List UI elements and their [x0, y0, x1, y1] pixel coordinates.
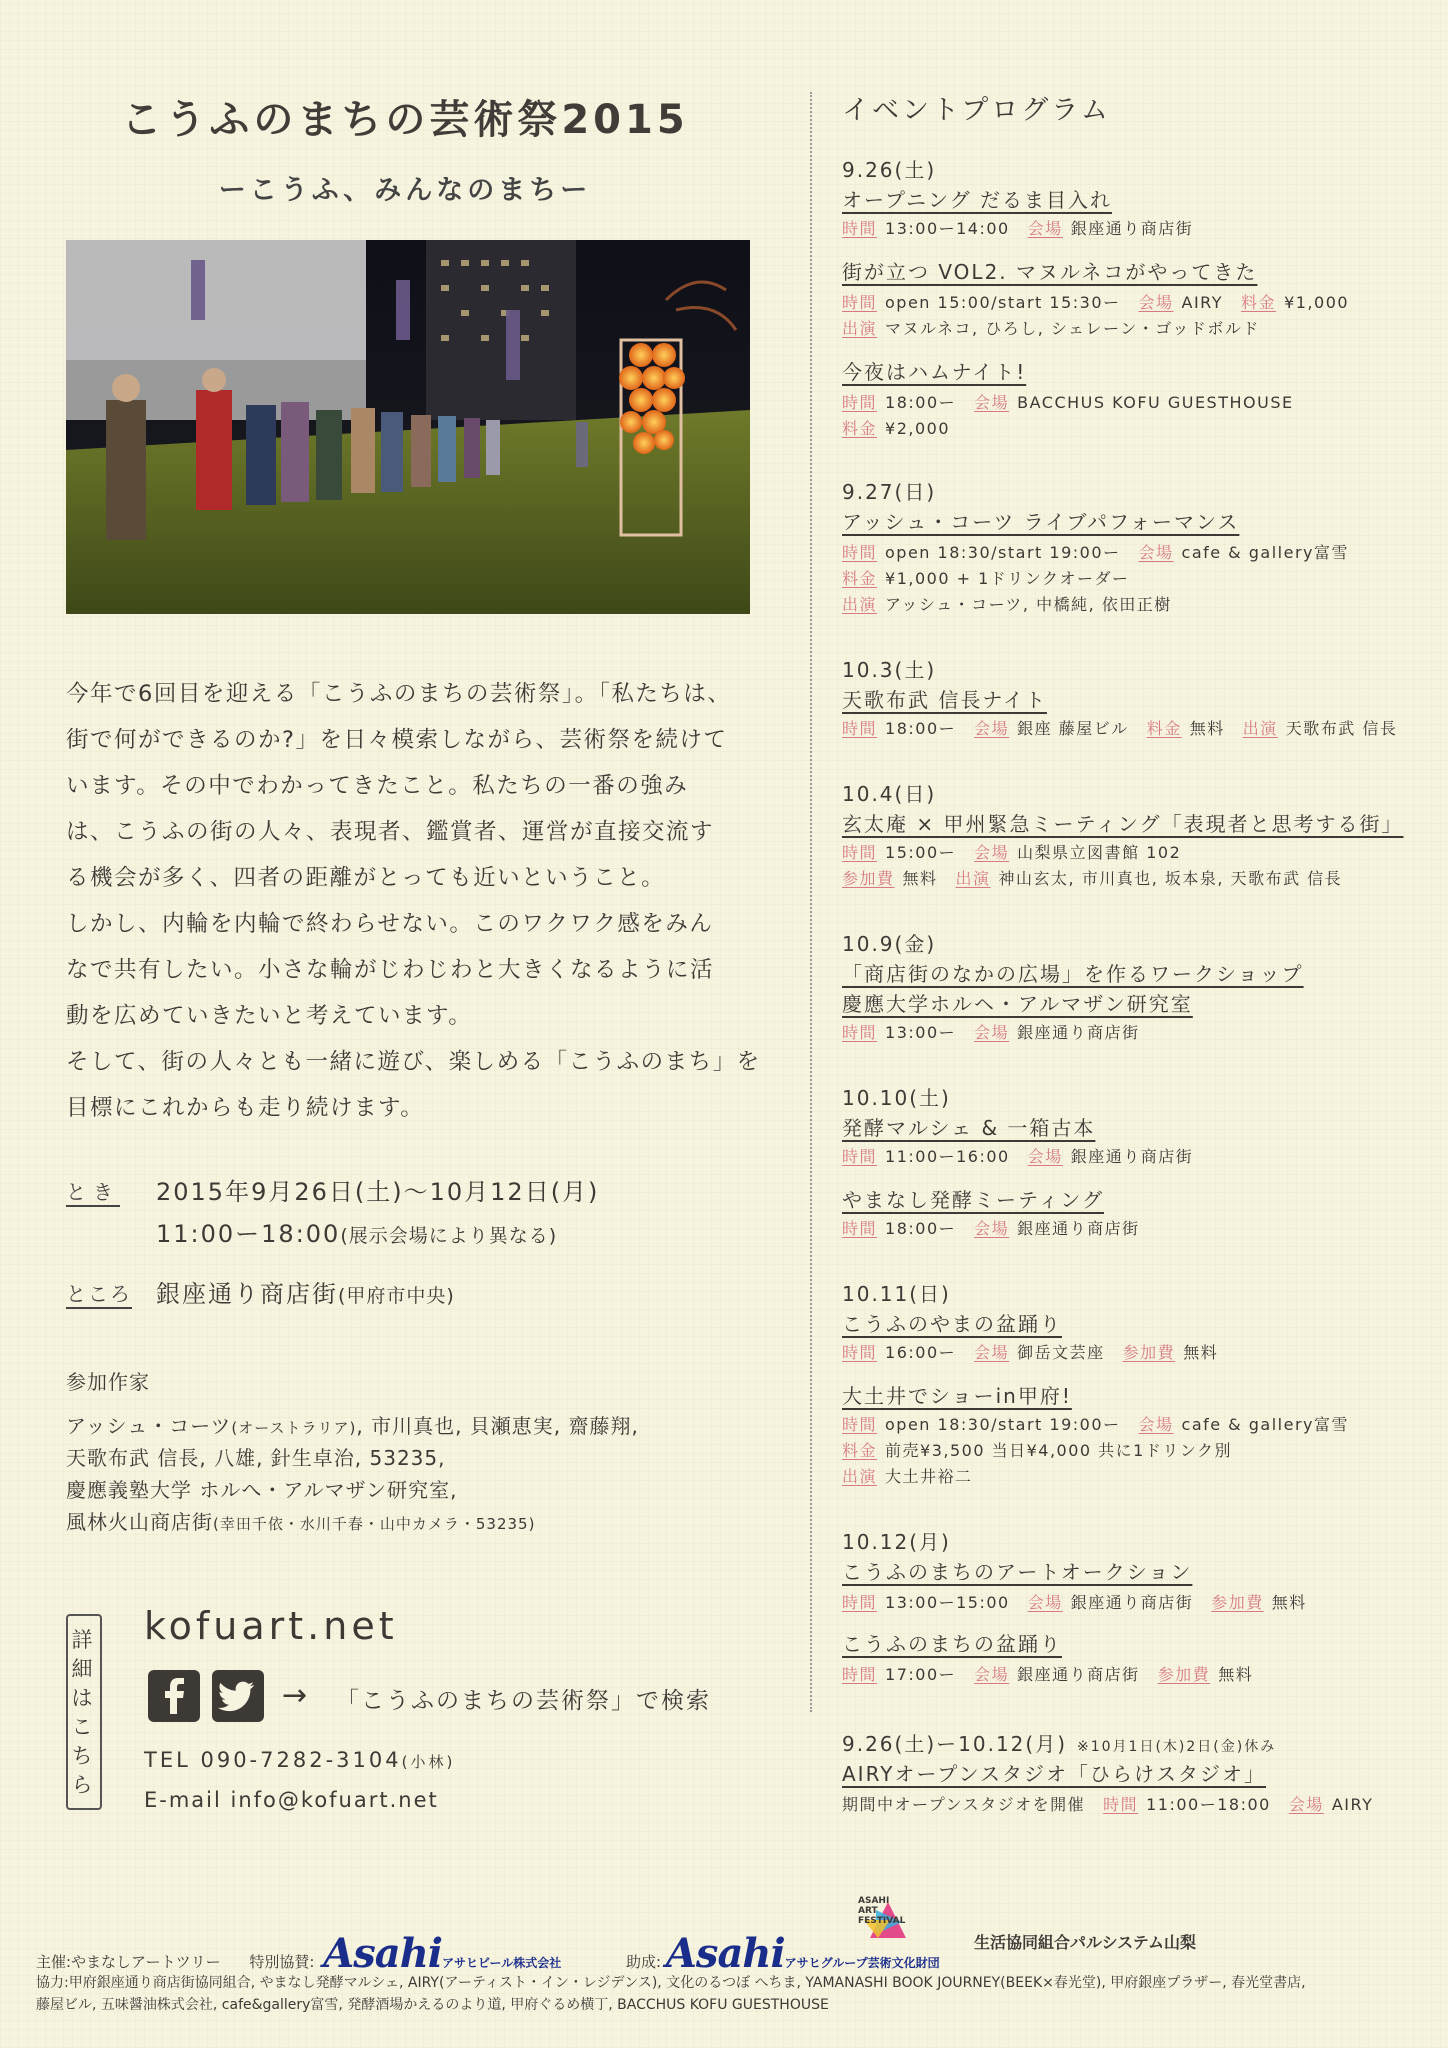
venue-label: 会場: [974, 393, 1010, 412]
program-date: [842, 1728, 1276, 1757]
event-time: open 18:30/start 19:00ー: [885, 543, 1121, 562]
arrow-right-icon: →: [282, 1678, 308, 1713]
aaf-text: ASAHI ART FESTIVAL: [858, 1896, 906, 1926]
venue-label: 会場: [1027, 1147, 1063, 1166]
where-note: (甲府市中央): [338, 1285, 455, 1307]
event-title: 慶應大学ホルヘ・アルマザン研究室: [842, 992, 1193, 1016]
time-label: 時間: [842, 719, 878, 738]
event-performers: 大土井裕二: [885, 1467, 973, 1486]
performer-label: 出演: [842, 319, 878, 338]
cooperation-line: 藤屋ビル, 五味醤油株式会社, cafe&gallery富雪, 発酵酒場かえるのより道, 甲府ぐるめ横丁, BACCHUS KOFU GUESTHOUSE: [36, 1997, 829, 2013]
intro-line: います。その中でわかってきたこと。私たちの一番の強み: [66, 773, 689, 799]
program-date: 10.4(日): [842, 782, 937, 806]
event-details: [842, 1464, 973, 1487]
intro-line: なで共有したい。小さな輪がじわじわと大きくなるように活: [66, 957, 715, 983]
event-time: 17:00ー: [885, 1665, 957, 1684]
sponsors: [36, 1930, 940, 1977]
participation-fee-label: 参加費: [1211, 1593, 1264, 1612]
when-time: [156, 1214, 557, 1249]
event-fee: ¥2,000: [885, 419, 950, 438]
fee-label: 料金: [842, 419, 878, 438]
cooperation-line: 協力:甲府銀座通り商店街協同組合, やまなし発酵マルシェ, AIRY(アーティスト・イン・レジデンス), 文化のるつぼ へちま, YAMANASHI BOOK JOURNEY(BEEK×春光堂), 甲府銀座プラザー, 春光堂書店,: [36, 1975, 1306, 1991]
event-fee: ¥1,000 + 1ドリンクオーダー: [885, 569, 1130, 588]
event-details: [842, 1340, 1218, 1363]
asahi-logo: Asahi: [323, 1930, 442, 1977]
intro-line: 動を広めていきたいと考えています。: [66, 1003, 473, 1029]
event-venue: BACCHUS KOFU GUESTHOUSE: [1017, 393, 1294, 412]
event-venue: AIRY: [1181, 293, 1224, 312]
artist-names: , 市川真也, 貝瀬恵実, 齋藤翔,: [356, 1414, 639, 1438]
event-details: [842, 1792, 1373, 1815]
artist-note: (幸田千依・水川千春・山中カメラ・53235): [213, 1515, 536, 1533]
time-label: 時間: [842, 1343, 878, 1362]
event-venue: 御岳文芸座: [1017, 1343, 1105, 1362]
performer-label: 出演: [1242, 719, 1278, 738]
intro-line: しかし、内輪を内輪で終わらせない。このワクワク感をみん: [66, 911, 714, 937]
venue-label: 会場: [1027, 1593, 1063, 1612]
email-link[interactable]: E-mail info@kofuart.net: [144, 1788, 439, 1812]
artist-note: (オーストラリア): [231, 1419, 357, 1437]
venue-label: 会場: [974, 1665, 1010, 1684]
event-performers: 天歌布武 信長: [1285, 719, 1398, 738]
event-title: 玄太庵 × 甲州緊急ミーティング「表現者と思考する街」: [842, 812, 1404, 836]
artists-line: 天歌布武 信長, 八雄, 針生卓治, 53235,: [66, 1446, 446, 1470]
fee-label: 料金: [842, 569, 878, 588]
event-title: 「商店街のなかの広場」を作るワークショップ: [842, 962, 1304, 986]
event-venue: 銀座通り商店街: [1070, 1147, 1194, 1166]
venue-label: 会場: [1138, 293, 1174, 312]
event-fee: 前売¥3,500 当日¥4,000 共に1ドリンク別: [885, 1441, 1233, 1460]
event-title: 大土井でショーin甲府!: [842, 1384, 1072, 1408]
time-label: 時間: [842, 1593, 878, 1612]
page-subtitle: ーこうふ、みんなのまちー: [218, 175, 592, 206]
closed-note: ※10月1日(木)2日(金)休み: [1077, 1739, 1277, 1755]
event-time: 18:00ー: [885, 719, 957, 738]
event-details: [842, 1412, 1349, 1435]
event-title: 天歌布武 信長ナイト: [842, 688, 1047, 712]
event-details: [842, 716, 1397, 739]
event-time: open 18:30/start 19:00ー: [885, 1415, 1121, 1434]
event-details: [842, 1144, 1193, 1167]
asahi-beer-name: アサヒビール株式会社: [441, 1956, 562, 1970]
event-details: [842, 1662, 1253, 1685]
venue-label: 会場: [974, 1023, 1010, 1042]
event-title: オープニング だるま目入れ: [842, 188, 1112, 212]
contact-tab-label: 詳細はこちら: [71, 1628, 93, 1797]
time-label: 時間: [842, 1219, 878, 1238]
facebook-icon[interactable]: [148, 1670, 200, 1722]
program-date-range: 9.26(土)ー10.12(月): [842, 1732, 1067, 1756]
event-time: 11:00ー18:00: [1146, 1795, 1271, 1814]
event-fee: ¥1,000: [1284, 293, 1350, 312]
time-label: 時間: [842, 219, 878, 238]
event-photo-graphic: [66, 240, 750, 614]
event-fee: 無料: [1218, 1665, 1254, 1684]
telephone-note: (小林): [401, 1753, 456, 1771]
event-time: 18:00ー: [885, 393, 957, 412]
program-title: イベントプログラム: [842, 95, 1111, 126]
asahi-foundation-name: アサヒグループ芸術文化財団: [784, 1956, 940, 1970]
event-photo: [66, 240, 750, 614]
event-details: [842, 390, 1294, 413]
asahi-logo: Asahi: [665, 1930, 785, 1977]
intro-line: 今年で6回目を迎える「こうふのまちの芸術祭」。「私たちは、: [66, 681, 732, 707]
special-sponsor-label: 特別協賛:: [249, 1953, 315, 1971]
event-details: [842, 1438, 1232, 1461]
program-date: 10.11(日): [842, 1282, 951, 1306]
intro-line: そして、街の人々とも一緒に遊び、楽しめる「こうふのまち」を: [66, 1049, 761, 1075]
event-venue: cafe & gallery富雪: [1181, 543, 1349, 562]
fee-label: 料金: [842, 1441, 878, 1460]
event-title: 街が立つ VOL2. マヌルネコがやってきた: [842, 260, 1258, 284]
intro-line: る機会が多く、四者の距離がとっても近いということ。: [66, 865, 666, 891]
event-time: 13:00ー: [885, 1023, 957, 1042]
event-venue: 銀座通り商店街: [1070, 1593, 1194, 1612]
artists-line: [66, 1410, 639, 1439]
where-label: ところ: [66, 1282, 132, 1306]
intro-line: 目標にこれからも走り続けます。: [66, 1095, 425, 1121]
column-divider: [810, 92, 812, 1712]
time-label: 時間: [842, 543, 878, 562]
program-date: 10.12(月): [842, 1530, 951, 1554]
intro-line: は、こうふの街の人々、表現者、鑑賞者、運営が直接交流す: [66, 819, 715, 845]
artist-name: 風林火山商店街: [66, 1510, 213, 1534]
event-title: こうふのやまの盆踊り: [842, 1312, 1062, 1336]
event-details: [842, 840, 1181, 863]
coop-sponsor: 生活協同組合パルシステム山梨: [974, 1933, 1197, 1952]
venue-label: 会場: [974, 1343, 1010, 1362]
event-venue: 銀座 藤屋ビル: [1017, 719, 1129, 738]
event-time: 11:00ー16:00: [885, 1147, 1010, 1166]
performer-label: 出演: [842, 595, 878, 614]
event-details: [842, 566, 1129, 589]
where-place: 銀座通り商店街: [156, 1280, 338, 1308]
event-performers: 神山玄太, 市川真也, 坂本泉, 天歌布武 信長: [998, 869, 1343, 888]
event-details: [842, 866, 1342, 889]
time-label: 時間: [1103, 1795, 1139, 1814]
event-details: [842, 216, 1193, 239]
telephone-number: TEL 090-7282-3104: [144, 1748, 402, 1772]
event-details: [842, 290, 1349, 313]
event-fee: 無料: [902, 869, 938, 888]
page-title: こうふのまちの芸術祭2015: [121, 97, 689, 143]
program-date: 10.10(土): [842, 1086, 951, 1110]
event-venue: AIRY: [1331, 1795, 1374, 1814]
event-description: 期間中オープンスタジオを開催: [842, 1795, 1086, 1814]
performer-label: 出演: [955, 869, 991, 888]
event-time: 13:00ー14:00: [885, 219, 1010, 238]
event-fee: 無料: [1189, 719, 1225, 738]
program-date: 10.9(金): [842, 932, 937, 956]
event-venue: 山梨県立図書館 102: [1017, 843, 1182, 862]
website-link[interactable]: kofuart.net: [144, 1604, 398, 1648]
time-label: 時間: [842, 1415, 878, 1434]
event-performers: アッシュ・コーツ, 中橋純, 依田正樹: [885, 595, 1172, 614]
event-time: 13:00ー15:00: [885, 1593, 1010, 1612]
event-details: [842, 1590, 1307, 1613]
program-date: 9.26(土): [842, 158, 937, 182]
venue-label: 会場: [974, 1219, 1010, 1238]
time-label: 時間: [842, 1665, 878, 1684]
grant-label: 助成:: [626, 1953, 662, 1971]
event-time: 15:00ー: [885, 843, 957, 862]
search-hint: 「こうふのまちの芸術祭」で検索: [336, 1688, 711, 1714]
artists-line: 慶應義塾大学 ホルへ・アルマザン研究室,: [66, 1478, 458, 1502]
event-title: AIRYオープンスタジオ「ひらけスタジオ」: [842, 1762, 1267, 1786]
when-label: とき: [66, 1180, 120, 1204]
event-details: [842, 592, 1172, 615]
venue-label: 会場: [974, 843, 1010, 862]
venue-label: 会場: [1027, 219, 1063, 238]
event-title: アッシュ・コーツ ライブパフォーマンス: [842, 510, 1240, 534]
artists-heading: 参加作家: [66, 1370, 150, 1394]
venue-label: 会場: [1288, 1795, 1324, 1814]
artist-name: アッシュ・コーツ: [66, 1414, 232, 1438]
intro-line: 街で何ができるのか?」を日々模索しながら、芸術祭を続けて: [66, 727, 728, 753]
event-details: [842, 416, 950, 439]
telephone: [144, 1748, 455, 1772]
time-label: 時間: [842, 843, 878, 862]
event-fee: 無料: [1183, 1343, 1219, 1362]
time-label: 時間: [842, 293, 878, 312]
event-venue: 銀座通り商店街: [1017, 1219, 1140, 1238]
participation-fee-label: 参加費: [842, 869, 895, 888]
event-time: 18:00ー: [885, 1219, 957, 1238]
participation-fee-label: 参加費: [1157, 1665, 1211, 1684]
performer-label: 出演: [842, 1467, 878, 1486]
event-venue: cafe & gallery富雪: [1181, 1415, 1349, 1434]
event-venue: 銀座通り商店街: [1070, 219, 1194, 238]
event-title: やまなし発酵ミーティング: [842, 1188, 1104, 1212]
program-date: 9.27(日): [842, 480, 937, 504]
event-details: [842, 1020, 1140, 1043]
event-details: [842, 316, 1260, 339]
event-details: [842, 1216, 1140, 1239]
event-title: 今夜はハムナイト!: [842, 360, 1027, 384]
event-title: こうふのまちのアートオークション: [842, 1560, 1193, 1584]
fee-label: 料金: [1146, 719, 1182, 738]
event-time: open 15:00/start 15:30ー: [885, 293, 1121, 312]
fee-label: 料金: [1241, 293, 1277, 312]
venue-label: 会場: [1138, 543, 1174, 562]
event-performers: マヌルネコ, ひろし, シェレーン・ゴッドボルド: [885, 319, 1260, 338]
time-label: 時間: [842, 1023, 878, 1042]
event-venue: 銀座通り商店街: [1017, 1665, 1140, 1684]
event-details: [842, 540, 1349, 563]
when-date: 2015年9月26日(土)〜10月12日(月): [156, 1178, 600, 1206]
event-venue: 銀座通り商店街: [1017, 1023, 1140, 1042]
participation-fee-label: 参加費: [1122, 1343, 1176, 1362]
venue-label: 会場: [1138, 1415, 1174, 1434]
time-label: 時間: [842, 393, 878, 412]
program-date: 10.3(土): [842, 658, 937, 682]
event-title: 発酵マルシェ & 一箱古本: [842, 1116, 1096, 1140]
twitter-icon[interactable]: [212, 1670, 264, 1722]
event-title: こうふのまちの盆踊り: [842, 1632, 1062, 1656]
event-time: 16:00ー: [885, 1343, 957, 1362]
where-value: [156, 1274, 455, 1309]
when-note: (展示会場により異なる): [340, 1225, 558, 1247]
event-fee: 無料: [1271, 1593, 1307, 1612]
artists-line: [66, 1506, 535, 1535]
when-time-value: 11:00ー18:00: [156, 1220, 341, 1248]
time-label: 時間: [842, 1147, 878, 1166]
organizer: 主催:やまなしアートツリー: [36, 1953, 221, 1971]
venue-label: 会場: [974, 719, 1010, 738]
